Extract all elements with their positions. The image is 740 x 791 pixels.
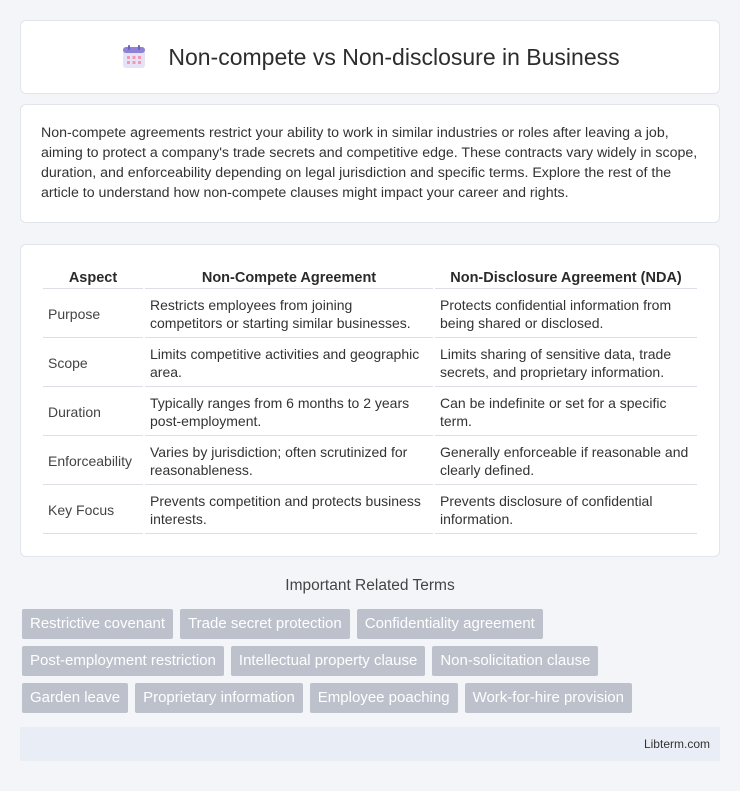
table-cell: Prevents competition and protects business interests. — [145, 485, 433, 534]
tag-proprietary-information[interactable]: Proprietary information — [135, 683, 303, 713]
tag-non-solicitation-clause[interactable]: Non-solicitation clause — [432, 646, 598, 676]
table-row — [43, 338, 697, 387]
table-row — [43, 289, 697, 338]
table-cell: Scope — [43, 338, 143, 387]
table-row — [43, 485, 697, 534]
table-cell: Typically ranges from 6 months to 2 years post-employment. — [145, 387, 433, 436]
comparison-card — [20, 244, 720, 557]
table-cell: Generally enforceable if reasonable and clearly defined. — [435, 436, 697, 485]
table-cell: Limits competitive activities and geographic area. — [145, 338, 433, 387]
table-cell: Can be indefinite or set for a specific term. — [435, 387, 697, 436]
tag-row — [22, 646, 722, 676]
table-row — [43, 436, 697, 485]
tag-employee-poaching[interactable]: Employee poaching — [310, 683, 458, 713]
tag-post-employment-restriction[interactable]: Post-employment restriction — [22, 646, 224, 676]
table-cell: Enforceability — [43, 436, 143, 485]
footer-brand-link[interactable]: Libterm.com — [643, 737, 710, 751]
footer — [20, 727, 720, 761]
table-header-row — [43, 265, 697, 289]
tag-garden-leave[interactable]: Garden leave — [22, 683, 128, 713]
intro-text: Non-compete agreements restrict your ability to work in similar industries or roles after leaving a job, aiming to protect a company's trade secrets and competitive edge. These contracts vary widely in scope, duration, and enforceability depending on legal jurisdiction and specific terms. Explore the rest of the article to understand how non-compete clauses might impact your career and rights. — [41, 125, 698, 201]
table-cell: Duration — [43, 387, 143, 436]
table-cell: Restricts employees from joining competitors or starting similar businesses. — [145, 289, 433, 338]
tag-row — [22, 609, 722, 639]
tag-trade-secret-protection[interactable]: Trade secret protection — [180, 609, 350, 639]
intro-card — [20, 104, 720, 223]
table-cell: Varies by jurisdiction; often scrutinized for reasonableness. — [145, 436, 433, 485]
header-card — [20, 20, 720, 94]
tag-row — [22, 683, 722, 713]
tag-restrictive-covenant[interactable]: Restrictive covenant — [22, 609, 173, 639]
related-terms-title: Important Related Terms — [285, 577, 455, 594]
calendar-icon — [120, 43, 148, 71]
table-cell: Prevents disclosure of confidential information. — [435, 485, 697, 534]
tag-work-for-hire-provision[interactable]: Work-for-hire provision — [465, 683, 632, 713]
table-cell: Limits sharing of sensitive data, trade secrets, and proprietary information. — [435, 338, 697, 387]
related-terms — [22, 609, 722, 720]
table-cell: Purpose — [43, 289, 143, 338]
column-header-aspect: Aspect — [43, 265, 143, 289]
tag-intellectual-property-clause[interactable]: Intellectual property clause — [231, 646, 425, 676]
tag-confidentiality-agreement[interactable]: Confidentiality agreement — [357, 609, 543, 639]
table-row — [43, 387, 697, 436]
column-header-non-compete: Non-Compete Agreement — [145, 265, 433, 289]
page-title: Non-compete vs Non-disclosure in Business — [168, 43, 620, 70]
table-cell: Key Focus — [43, 485, 143, 534]
comparison-table — [41, 265, 699, 534]
column-header-nda: Non-Disclosure Agreement (NDA) — [435, 265, 697, 289]
table-cell: Protects confidential information from being shared or disclosed. — [435, 289, 697, 338]
